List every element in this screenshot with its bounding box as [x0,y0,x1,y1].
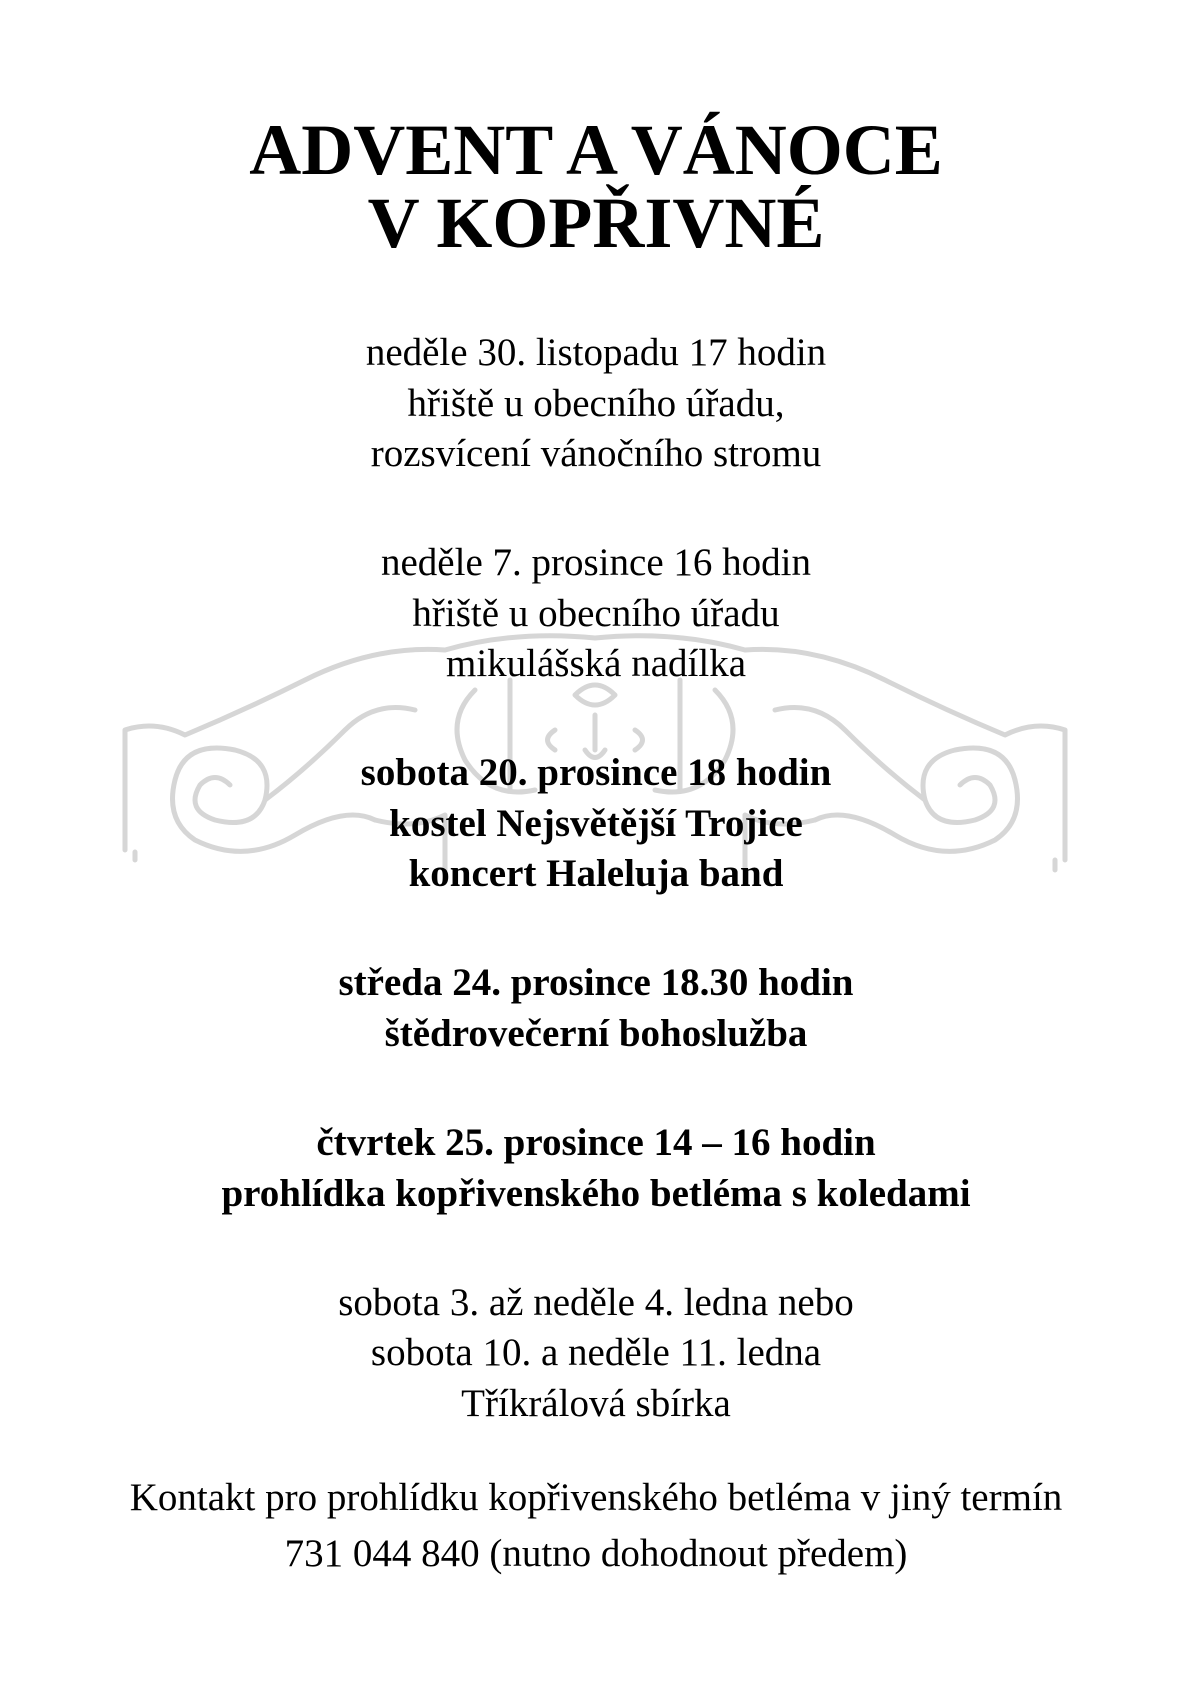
event-3-date: sobota 20. prosince 18 hodin [360,751,832,794]
event-3-description: koncert Haleluja band [408,852,784,895]
event-5-description: prohlídka kopřivenského betléma s koledami [221,1172,971,1215]
page-title-line-1: ADVENT A VÁNOCE [249,110,943,190]
event-1-description: rozsvícení vánočního stromu [370,432,822,475]
event-2-description: mikulášská nadílka [445,642,747,685]
event-2-date: neděle 7. prosince 16 hodin [381,541,811,584]
event-6-description: Tříkrálová sbírka [461,1382,731,1425]
event-6-date-1: sobota 3. až neděle 4. ledna nebo [338,1281,854,1324]
event-1-place: hřiště u obecního úřadu, [407,382,785,425]
event-6-date-2: sobota 10. a neděle 11. ledna [370,1331,822,1374]
event-3-place: kostel Nejsvětější Trojice [389,802,803,845]
contact-phone: 731 044 840 (nutno dohodnout předem) [284,1532,908,1575]
event-2-place: hřiště u obecního úřadu [412,592,780,635]
event-4-description: štědrovečerní bohoslužba [384,1012,808,1055]
event-1-date: neděle 30. listopadu 17 hodin [365,331,827,374]
contact-text: Kontakt pro prohlídku kopřivenského betléma v jiný termín [129,1476,1063,1519]
event-5-date: čtvrtek 25. prosince 14 – 16 hodin [316,1121,876,1164]
event-4-date: středa 24. prosince 18.30 hodin [338,961,854,1004]
page-title-line-2: V KOPŘIVNÉ [367,183,825,263]
